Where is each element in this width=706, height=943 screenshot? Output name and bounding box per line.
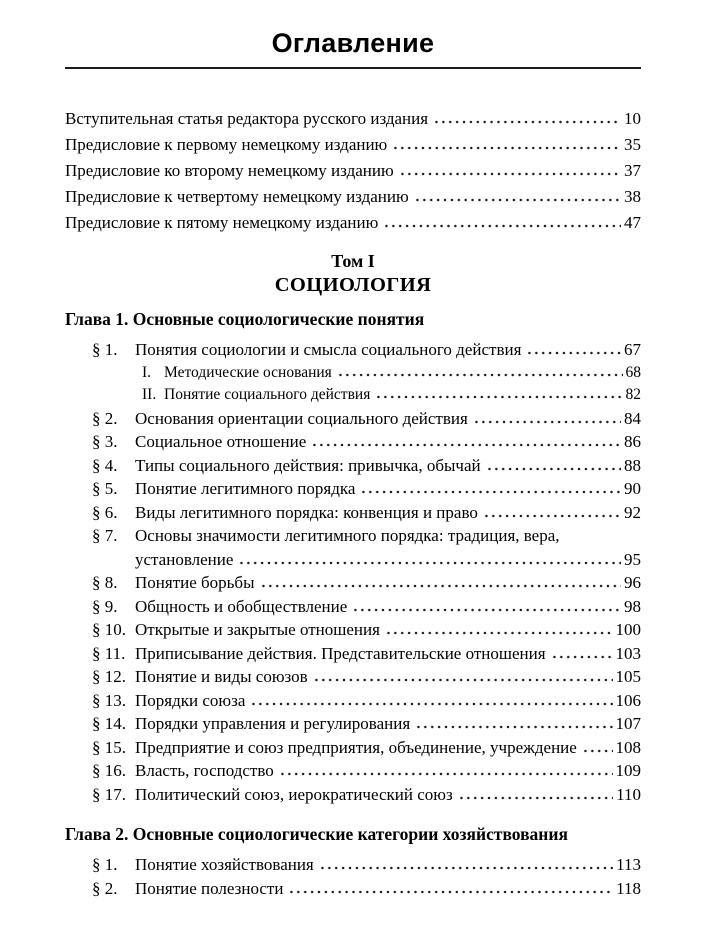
entry-title: Понятия социологии и смысла социального действия — [135, 340, 522, 359]
page-number: 10 — [624, 109, 641, 128]
entry-title: Основания ориентации социального действия — [135, 408, 468, 428]
dot-leader — [582, 749, 613, 753]
entry-title: Предисловие ко второму немецкому изданию — [65, 161, 394, 180]
section-list — [65, 853, 641, 900]
toc-entry — [65, 642, 641, 666]
toc-line — [135, 571, 641, 595]
toc-line — [135, 454, 641, 478]
page-number: 95 — [624, 549, 641, 569]
entry-title: Власть, господство — [135, 761, 274, 780]
section-number: § 14. — [92, 714, 126, 733]
section-number: § 16. — [92, 761, 126, 780]
page-number: 106 — [615, 690, 641, 710]
entry-title: Предисловие к пятому немецкому изданию — [65, 213, 379, 232]
page-title: Оглавление — [271, 28, 435, 58]
dot-leader — [458, 796, 613, 800]
dot-leader — [288, 890, 613, 894]
toc-entry — [65, 106, 641, 132]
dot-leader — [279, 772, 613, 776]
toc-line — [65, 106, 641, 132]
entry-title: Открытые и закрытые отношения — [135, 620, 380, 639]
dot-leader — [383, 224, 621, 228]
dot-leader — [260, 584, 622, 588]
entry-title: Предисловие к первому немецкому изданию — [65, 135, 388, 154]
volume-block — [65, 250, 641, 298]
dot-leader — [392, 146, 621, 150]
toc-line — [135, 477, 641, 501]
toc-entry — [65, 783, 641, 807]
section-number: I. — [142, 363, 152, 381]
dot-leader — [526, 351, 621, 355]
page-number: 92 — [624, 502, 641, 522]
entry-title: Понятие и виды союзов — [135, 667, 308, 686]
entry-title: Общность и обобществление — [135, 596, 348, 616]
dot-leader — [414, 198, 621, 202]
page-number: 86 — [624, 432, 641, 451]
section-number: § 17. — [92, 784, 126, 804]
toc-line — [135, 407, 641, 431]
section-number: § 11. — [92, 643, 126, 663]
toc-line — [135, 595, 641, 619]
toc-entry — [65, 595, 641, 619]
dot-leader — [313, 678, 613, 682]
chapters-list — [65, 308, 641, 900]
toc-subentry — [65, 384, 641, 407]
page-number: 68 — [625, 363, 641, 381]
entry-title: Предприятие и союз предприятия, объединение, учреждение — [135, 737, 577, 757]
entry-title: Понятие легитимного порядка — [135, 479, 356, 498]
entry-title: Понятие борьбы — [135, 573, 255, 592]
page-number: 118 — [616, 878, 641, 898]
page-number: 67 — [624, 340, 641, 359]
section-number: II. — [142, 386, 157, 403]
page-number: 105 — [615, 667, 641, 686]
toc-entry — [65, 338, 641, 362]
section-number: § 15. — [92, 737, 126, 757]
page-number: 113 — [616, 855, 641, 874]
dot-leader — [399, 172, 621, 176]
page-number: 84 — [624, 408, 641, 428]
toc-line — [135, 877, 641, 901]
toc-line — [135, 501, 641, 525]
toc-subentry — [65, 362, 641, 385]
title-rule — [65, 67, 641, 69]
page-number: 103 — [615, 643, 641, 663]
section-number: § 10. — [92, 620, 126, 639]
section-number: § 2. — [92, 878, 118, 898]
toc-entry — [65, 689, 641, 713]
dot-leader — [352, 608, 621, 612]
toc-entry — [65, 210, 641, 236]
toc-line — [65, 210, 641, 236]
entry-title: Понятие хозяйствования — [135, 855, 314, 874]
toc-line — [135, 689, 641, 713]
toc-line — [135, 338, 641, 362]
page-number: 96 — [624, 573, 641, 592]
dot-leader — [483, 514, 621, 518]
page-number: 47 — [624, 213, 641, 232]
toc-entry — [65, 618, 641, 642]
toc-line — [135, 548, 641, 572]
toc-entry — [65, 501, 641, 525]
page-number: 107 — [615, 714, 641, 733]
page-number: 37 — [624, 161, 641, 180]
toc-entry — [65, 524, 641, 571]
toc-entry — [65, 184, 641, 210]
page-number: 38 — [624, 187, 641, 206]
dot-leader — [311, 443, 621, 447]
page-number: 109 — [615, 761, 641, 780]
section-number: § 3. — [92, 432, 118, 451]
toc-entry — [65, 665, 641, 689]
toc-line — [135, 618, 641, 642]
dot-leader — [337, 373, 623, 377]
section-number: § 8. — [92, 573, 118, 592]
toc-line — [65, 158, 641, 184]
toc-line — [135, 783, 641, 807]
dot-leader — [238, 561, 621, 565]
section-number: § 12. — [92, 667, 126, 686]
chapter-heading: Глава 2. Основные социологические категории хозяйствования — [65, 824, 568, 844]
dot-leader — [415, 725, 612, 729]
section-number: § 5. — [92, 479, 118, 498]
page-number: 100 — [615, 620, 641, 639]
page-number: 98 — [624, 596, 641, 616]
toc-line — [164, 384, 641, 407]
toc-entry — [65, 712, 641, 736]
dot-leader — [250, 702, 612, 706]
volume-title: СОЦИОЛОГИЯ — [274, 274, 432, 296]
toc-line — [164, 362, 641, 385]
entry-title: установление — [135, 549, 234, 569]
toc-entry — [65, 571, 641, 595]
section-number: § 1. — [92, 340, 118, 359]
chapter-section — [65, 308, 641, 806]
preface-list — [65, 106, 641, 236]
toc-line: Основы значимости легитимного порядка: традиция, вера, — [135, 526, 560, 545]
section-number: § 6. — [92, 502, 118, 522]
toc-line — [65, 184, 641, 210]
section-list — [65, 338, 641, 806]
toc-entry — [65, 132, 641, 158]
dot-leader — [486, 467, 621, 471]
page-number: 82 — [625, 386, 641, 403]
page-number: 88 — [624, 455, 641, 475]
toc-line — [135, 712, 641, 736]
entry-title: Понятие полезности — [135, 878, 284, 898]
dot-leader — [319, 866, 613, 870]
dot-leader — [551, 655, 613, 659]
dot-leader — [360, 490, 621, 494]
toc-entry — [65, 430, 641, 454]
section-number: § 4. — [92, 455, 118, 475]
entry-title: Понятие социального действия — [164, 386, 371, 403]
dot-leader — [375, 395, 622, 399]
document-page — [0, 27, 706, 943]
section-number: § 13. — [92, 690, 126, 710]
entry-title: Предисловие к четвертому немецкому изданию — [65, 187, 409, 206]
toc-entry — [65, 736, 641, 760]
toc-entry — [65, 853, 641, 877]
toc-line — [135, 642, 641, 666]
entry-title: Политический союз, иерократический союз — [135, 784, 453, 804]
entry-title: Виды легитимного порядка: конвенция и право — [135, 502, 478, 522]
toc-entry — [65, 407, 641, 431]
dot-leader — [473, 420, 621, 424]
page-number: 110 — [616, 784, 641, 804]
volume-label: Том I — [331, 251, 375, 271]
entry-title: Вступительная статья редактора русского издания — [65, 109, 429, 128]
toc-entry — [65, 759, 641, 783]
section-number: § 7. — [92, 526, 118, 545]
toc-entry — [65, 477, 641, 501]
entry-title: Методические основания — [164, 363, 332, 381]
entry-title: Социальное отношение — [135, 432, 307, 451]
dot-leader — [433, 120, 621, 124]
toc-line — [65, 132, 641, 158]
entry-title: Порядки союза — [135, 690, 246, 710]
toc-entry — [65, 454, 641, 478]
chapter-section — [65, 823, 641, 900]
toc-line — [135, 665, 641, 689]
entry-title: Порядки управления и регулирования — [135, 714, 411, 733]
toc-line — [135, 759, 641, 783]
toc-line — [135, 853, 641, 877]
entry-title: Приписывание действия. Представительские отношения — [135, 643, 546, 663]
toc-entry — [65, 158, 641, 184]
entry-title: Типы социального действия: привычка, обычай — [135, 455, 481, 475]
section-number: § 2. — [92, 408, 118, 428]
section-number: § 9. — [92, 596, 118, 616]
section-number: § 1. — [92, 855, 118, 874]
page-number: 108 — [615, 737, 641, 757]
toc-line — [135, 736, 641, 760]
toc-page — [0, 27, 706, 900]
page-number: 35 — [624, 135, 641, 154]
toc-line — [135, 430, 641, 454]
toc-entry — [65, 877, 641, 901]
dot-leader — [385, 631, 613, 635]
chapter-heading: Глава 1. Основные социологические понятия — [65, 309, 425, 329]
page-number: 90 — [624, 479, 641, 498]
